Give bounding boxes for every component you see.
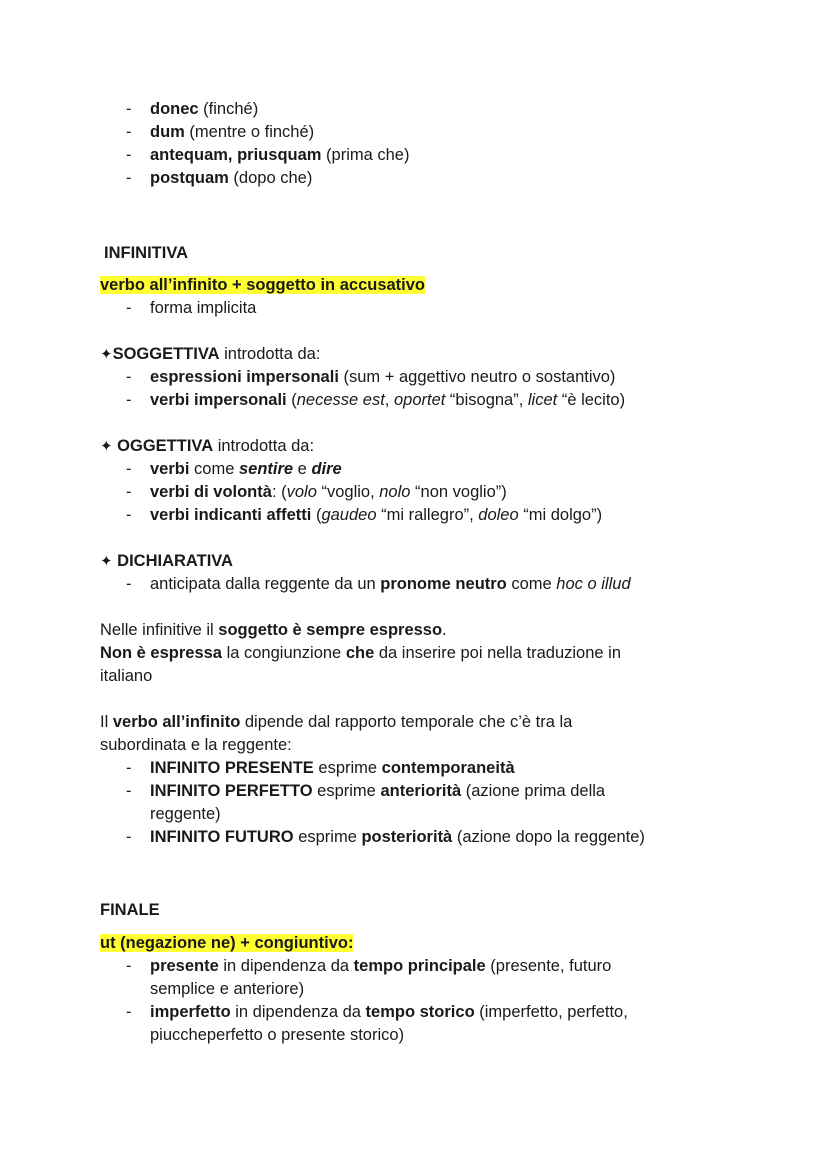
finale-rule: ut (negazione ne) + congiuntivo:: [100, 934, 354, 952]
list-item: - verbi di volontà: (volo “voglio, nolo “non voglio”): [126, 483, 507, 501]
list-item: - verbi indicanti affetti (gaudeo “mi rallegro”, doleo “mi dolgo”): [126, 506, 603, 524]
list-item: - INFINITO PERFETTO esprime anteriorità (azione prima della reggente): [126, 782, 606, 823]
list-item: - presente in dipendenza da tempo principale (presente, futuro semplice e anteriore): [126, 957, 612, 998]
list-item: - anticipata dalla reggente da un pronome neutro come hoc o illud: [126, 575, 631, 593]
list-item: - INFINITO FUTURO esprime posteriorità (azione dopo la reggente): [126, 828, 645, 846]
paragraph-soggetto: Nelle infinitive il soggetto è sempre espresso. Non è espressa la congiunzione che da inserire poi nella traduzione in italiano: [100, 621, 622, 685]
subsection-soggettiva: ✦SOGGETTIVA introdotta da:: [100, 345, 321, 363]
list-item: - verbi impersonali (necesse est, oportet “bisogna”, licet “è lecito): [126, 391, 626, 409]
list-item: - postquam (dopo che): [126, 169, 313, 187]
infinitiva-rule: verbo all’infinito + soggetto in accusativo: [100, 276, 426, 294]
list-item: - antequam, priusquam (prima che): [126, 146, 410, 164]
star-icon: ✦: [100, 346, 113, 363]
list-item: - forma implicita: [126, 299, 257, 317]
list-item: - dum (mentre o finché): [126, 123, 315, 141]
section-heading-infinitiva: INFINITIVA: [104, 244, 189, 262]
star-icon: ✦: [100, 438, 113, 455]
list-item: - INFINITO PRESENTE esprime contemporaneità: [126, 759, 515, 777]
list-item: - donec (finché): [126, 100, 259, 118]
subsection-oggettiva: ✦ OGGETTIVA introdotta da:: [100, 437, 315, 455]
list-item: - verbi come sentire e dire: [126, 460, 342, 478]
subsection-dichiarativa: ✦ DICHIARATIVA: [100, 552, 233, 570]
paragraph-verbo-infinito: Il verbo all’infinito dipende dal rapporto temporale che c’è tra la subordinata e la reggente:: [100, 713, 573, 754]
list-item: - espressioni impersonali (sum + aggettivo neutro o sostantivo): [126, 368, 616, 386]
list-item: - imperfetto in dipendenza da tempo storico (imperfetto, perfetto, piuccheperfetto o presente storico): [126, 1003, 628, 1044]
section-heading-finale: FINALE: [100, 901, 160, 919]
star-icon: ✦: [100, 553, 113, 570]
